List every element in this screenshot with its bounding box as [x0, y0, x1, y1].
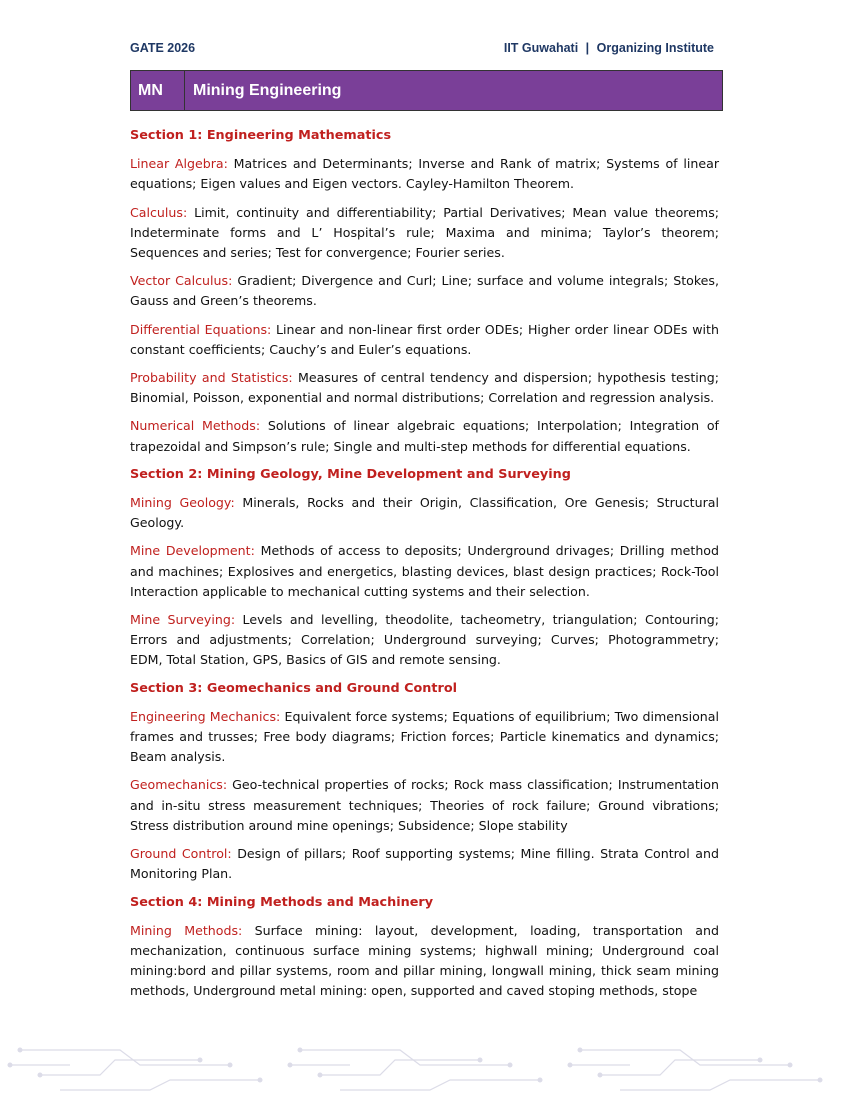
topic-text: Minerals, Rocks and their Origin, Classification, Ore Genesis; Structural Geology. [130, 495, 719, 531]
section-heading: Section 1: Engineering Mathematics [130, 128, 392, 143]
topic-paragraph [130, 610, 719, 671]
topic-paragraph [130, 320, 719, 360]
topic-paragraph [130, 541, 719, 602]
section-heading: Section 3: Geomechanics and Ground Control [130, 680, 457, 696]
topic-label: Linear Algebra: [130, 156, 228, 172]
topic-paragraph [130, 203, 719, 264]
topic-text: Design of pillars; Roof supporting systems; Mine filling. Strata Control and Monitoring Plan. [130, 846, 719, 882]
topic-label: Probability and Statistics: [130, 370, 293, 386]
circuit-pattern-decoration [0, 1030, 850, 1100]
topic-label: Numerical Methods: [130, 418, 261, 434]
topic-text: Geo-technical properties of rocks; Rock mass classification; Instrumentation and in-situ stress measurement techniques; Theories of rock failure; Ground vibrations; Stress distribution around mine openings; Subsidence; Slope stability [130, 777, 719, 833]
topic-label: Vector Calculus: [130, 273, 233, 289]
topic-label: Mine Surveying: [130, 612, 236, 628]
topic-paragraph [130, 921, 719, 1002]
topic-label: Geomechanics: [130, 777, 228, 793]
topic-text: Equivalent force systems; Equations of equilibrium; Two dimensional frames and trusses; Free body diagrams; Friction forces; Particle kinematics and dynamics; Beam analysis. [130, 708, 720, 765]
topic-label: Engineering Mechanics: [130, 708, 281, 724]
topic-label: Calculus: [130, 204, 188, 220]
topic-text: Surface mining: layout, development, loading, transportation and mechanization, continuous surface mining systems; highwall mining; Underground coal mining:bord and pillar systems, room and pillar mining, longwall mining, thick seam mining methods, Underground metal mining: open, supported and caved stoping methods, stope [130, 922, 719, 999]
topic-text: Methods of access to deposits; Underground drivages; Drilling method and machines; Explosives and energetics, blasting devices, blast design practices; Rock-Tool Interaction applicable to mechanical cutting systems and their selection. [130, 543, 720, 599]
topic-paragraph [130, 775, 719, 836]
topic-paragraph [130, 707, 719, 768]
topic-text: Gradient; Divergence and Curl; Line; surface and volume integrals; Stokes, Gauss and Green’s theorems. [130, 273, 719, 309]
topic-paragraph [130, 271, 719, 311]
topic-text: Solutions of linear algebraic equations; Interpolation; Integration of trapezoidal and Simpson’s rule; Single and multi-step methods for differential equations. [130, 418, 719, 454]
page-header [130, 41, 714, 55]
topic-paragraph [130, 493, 719, 533]
exam-name: GATE 2026 [130, 41, 196, 55]
topic-paragraph [130, 844, 719, 884]
topic-text: Levels and levelling, theodolite, tacheometry, triangulation; Contouring; Errors and adjustments; Correlation; Underground surveying; Curves; Photogrammetry; EDM, Total Station, GPS, Basics of GIS and remote sensing. [130, 612, 719, 668]
section-heading: Section 2: Mining Geology, Mine Development and Surveying [130, 466, 571, 482]
topic-text: Matrices and Determinants; Inverse and Rank of matrix; Systems of linear equations; Eigen values and Eigen vectors. Cayley-Hamilton Theorem. [130, 156, 719, 192]
header-separator: | [585, 41, 590, 55]
topic-label: Mining Geology: [130, 495, 235, 511]
topic-text: Linear and non-linear first order ODEs; Higher order linear ODEs with constant coefficients; Cauchy’s and Euler’s equations. [130, 321, 719, 357]
topic-label: Mining Methods: [130, 922, 243, 938]
topic-text: Measures of central tendency and dispersion; hypothesis testing; Binomial, Poisson, exponential and normal distributions; Correlation and regression analysis. [130, 370, 719, 406]
institute-role: Organizing Institute [596, 41, 714, 55]
section-heading: Section 4: Mining Methods and Machinery [130, 894, 434, 910]
paper-banner [130, 70, 723, 111]
topic-label: Differential Equations: [130, 321, 272, 337]
paper-code: MN [131, 71, 185, 110]
institute-name: IIT Guwahati [503, 41, 579, 55]
topic-label: Mine Development: [130, 543, 255, 559]
topic-label: Ground Control: [130, 846, 232, 862]
paper-title: Mining Engineering [193, 81, 342, 99]
topic-paragraph [130, 368, 719, 408]
topic-paragraph [130, 154, 719, 194]
topic-paragraph [130, 416, 719, 456]
organizer [504, 41, 714, 55]
syllabus-content [130, 126, 719, 1010]
topic-text: Limit, continuity and differentiability; Partial Derivatives; Mean value theorems; Indeterminate forms and L’ Hospital’s rule; Maxima and minima; Taylor’s theorem; Sequences and series; Test for convergence; Fourier series. [130, 204, 719, 261]
